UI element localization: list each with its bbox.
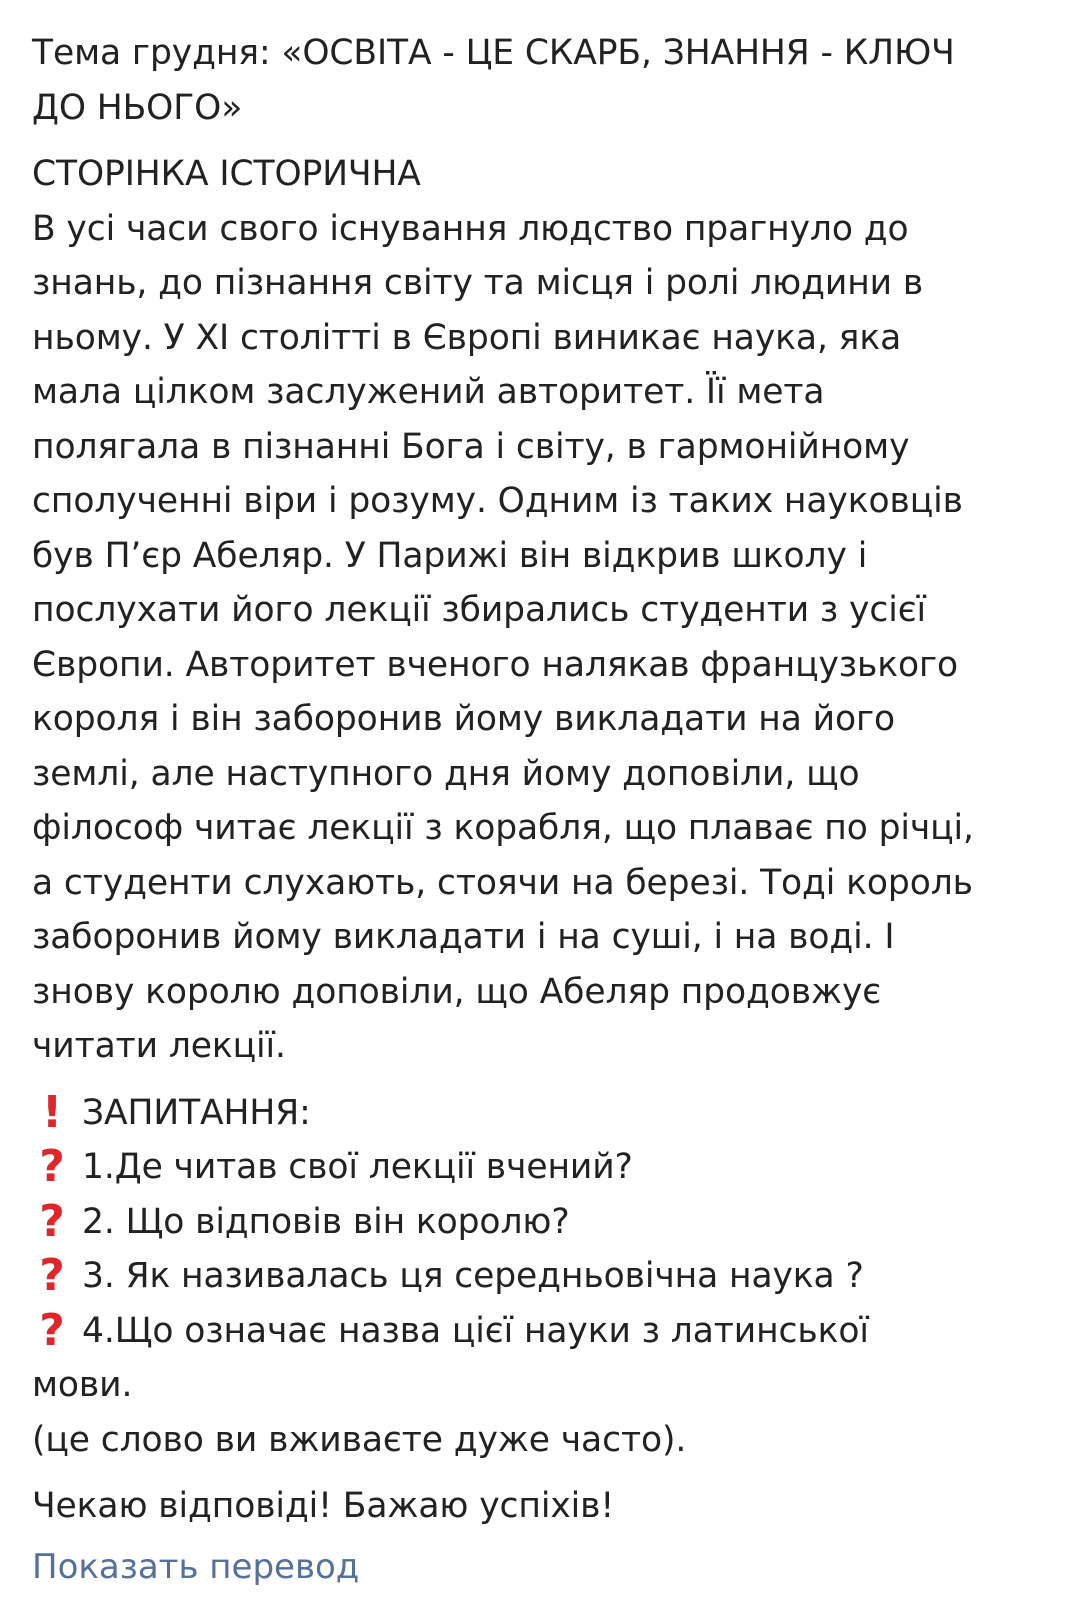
show-translation-link[interactable]: Показать перевод [32, 1546, 360, 1587]
question-text: 1.Де читав свої лекції вчений? [82, 1147, 633, 1187]
history-line: сполученні віри і розуму. Одним із таких науковців [32, 481, 963, 521]
questions-header [32, 1086, 1072, 1141]
history-line: ньому. У XI столітті в Європі виникає наука, яка [32, 317, 902, 358]
theme-line: ДО НЬОГО» [32, 87, 243, 128]
history-line: був П’єр Абеляр. У Парижі він відкрив школу і [32, 535, 868, 576]
closing-line: Чекаю відповіді! Бажаю успіхів! [32, 1486, 615, 1526]
question-continuation: (це слово ви вживаєте дуже часто). [32, 1419, 687, 1460]
question-icon: ? [39, 1250, 65, 1302]
question-icon: ? [39, 1195, 65, 1247]
theme-heading [32, 26, 1072, 135]
history-line: мала цілком заслужений авторитет. Її мета [32, 372, 825, 412]
question-continuation: мови. [32, 1365, 133, 1405]
history-line: знань, до пізнання світу та місця і ролі людини в [32, 263, 924, 303]
theme-line: Тема грудня: «ОСВІТА - ЦЕ СКАРБ, ЗНАННЯ - КЛЮЧ [32, 33, 955, 73]
history-line: В усі часи свого існування людство прагнуло до [32, 208, 909, 249]
question-item [32, 1249, 1072, 1304]
history-line: філософ читає лекції з корабля, що плаває по річці, [32, 808, 974, 848]
history-line: знову королю доповіли, що Абеляр продовжує [32, 971, 882, 1012]
section-title: СТОРІНКА ІСТОРИЧНА [32, 154, 421, 194]
history-line: землі, але наступного дня йому доповіли, що [32, 753, 860, 794]
question-text: 3. Як називалась ця середньовічна наука ? [82, 1256, 864, 1296]
question-text: 4.Що означає назва цієї науки з латинської [82, 1310, 869, 1351]
history-line: полягала в пізнанні Бога і світу, в гармонійному [32, 426, 910, 467]
history-line: а студенти слухають, стоячи на березі. Тоді король [32, 862, 973, 903]
question-item [32, 1195, 1072, 1250]
history-line: короля і він заборонив йому викладати на його [32, 699, 896, 739]
questions-section [32, 1086, 1072, 1468]
history-section [32, 147, 1072, 1074]
question-text: 2. Що відповів він королю? [82, 1201, 570, 1242]
history-line: Європи. Авторитет вченого налякав французького [32, 644, 959, 685]
post-text [32, 26, 1072, 1594]
question-icon: ? [39, 1304, 65, 1356]
history-line: заборонив йому викладати і на суші, і на воді. І [32, 917, 895, 957]
history-line: читати лекції. [32, 1026, 286, 1066]
questions-header-label: ЗАПИТАННЯ: [82, 1092, 311, 1133]
question-item [32, 1140, 1072, 1195]
exclamation-icon: ! [42, 1086, 62, 1138]
question-icon: ? [39, 1141, 65, 1193]
history-line: послухати його лекції збирались студенти з усієї [32, 590, 927, 630]
question-item [32, 1304, 1072, 1359]
